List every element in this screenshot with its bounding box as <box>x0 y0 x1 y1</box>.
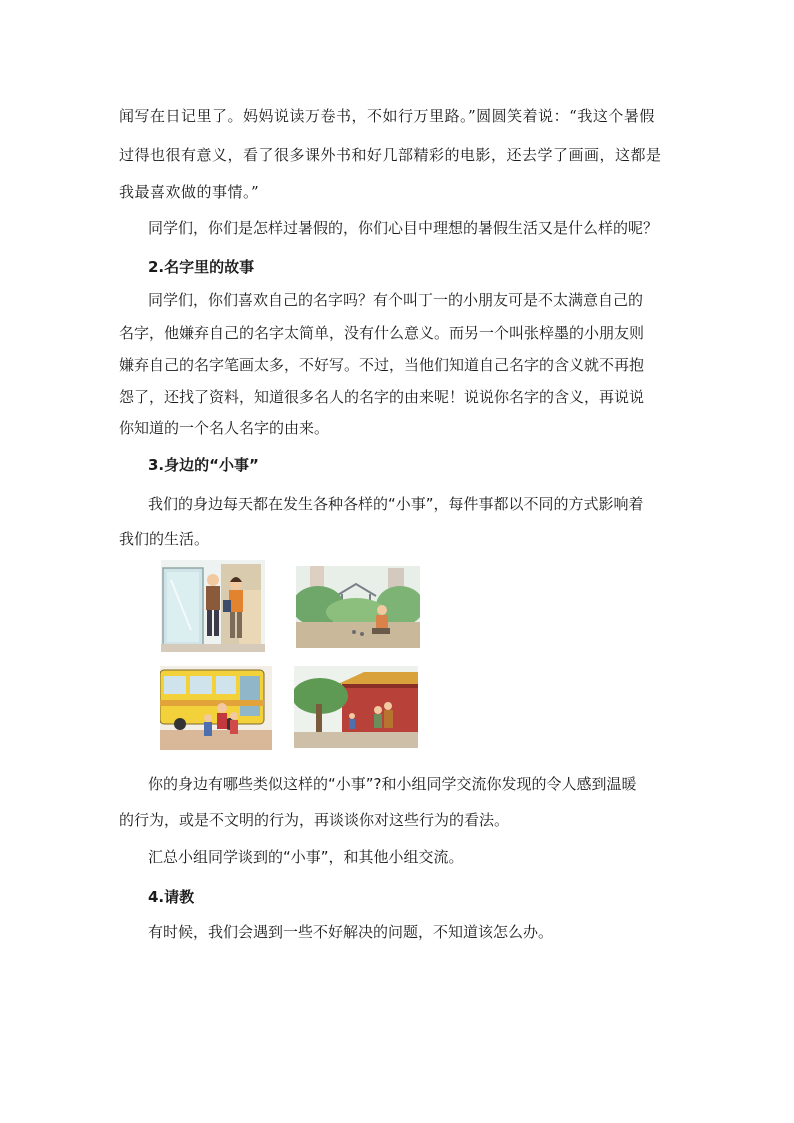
paragraph-2: 同学们，你们是怎样过暑假的，你们心目中理想的暑假生活又是什么样的呢？ <box>148 219 659 237</box>
paragraph-3-line-3: 嫌弃自己的名字笔画太多，不好写。不过，当他们知道自己名字的含义就不再抱 <box>119 356 645 374</box>
paragraph-3-line-2: 名字，他嫌弃自己的名字太简单，没有什么意义。而另一个叫张梓墨的小朋友则 <box>119 324 645 342</box>
paragraph-1-line-3: 我最喜欢做的事情。” <box>119 183 260 201</box>
paragraph-5-line-2: 的行为，或是不文明的行为，再谈谈你对这些行为的看法。 <box>119 811 510 829</box>
paragraph-4-line-1: 我们的身边每天都在发生各种各样的“小事”，每件事都以不同的方式影响着 <box>148 495 644 513</box>
bus-illustration <box>160 666 272 750</box>
paragraph-3-line-4: 怨了，还找了资料，知道很多名人的名字的由来呢！说说你名字的含义，再说说 <box>119 388 645 406</box>
door-holding-illustration <box>161 560 265 652</box>
paragraph-3-line-1: 同学们，你们喜欢自己的名字吗？有个叫丁一的小朋友可是不太满意自己的 <box>148 291 644 309</box>
heading-ask-for-advice: 4.请教 <box>148 888 195 906</box>
paragraph-1-line-2: 过得也很有意义，看了很多课外书和好几部精彩的电影，还去学了画画，这都是 <box>119 146 662 164</box>
paragraph-7: 有时候，我们会遇到一些不好解决的问题，不知道该怎么办。 <box>148 923 554 941</box>
park-illustration <box>296 566 420 648</box>
palace-wall-illustration <box>294 666 418 748</box>
paragraph-6: 汇总小组同学谈到的“小事”，和其他小组交流。 <box>148 848 464 866</box>
paragraph-4-line-2: 我们的生活。 <box>119 530 210 548</box>
paragraph-5-line-1: 你的身边有哪些类似这样的“小事”?和小组同学交流你发现的令人感到温暖 <box>148 775 637 793</box>
paragraph-3-line-5: 你知道的一个名人名字的由来。 <box>119 419 330 437</box>
heading-small-things: 3.身边的“小事” <box>148 456 259 474</box>
heading-name-story: 2.名字里的故事 <box>148 258 255 276</box>
paragraph-1-line-1: 闻写在日记里了。妈妈说读万卷书，不如行万里路。”圆圆笑着说：“我这个暑假 <box>119 107 655 125</box>
